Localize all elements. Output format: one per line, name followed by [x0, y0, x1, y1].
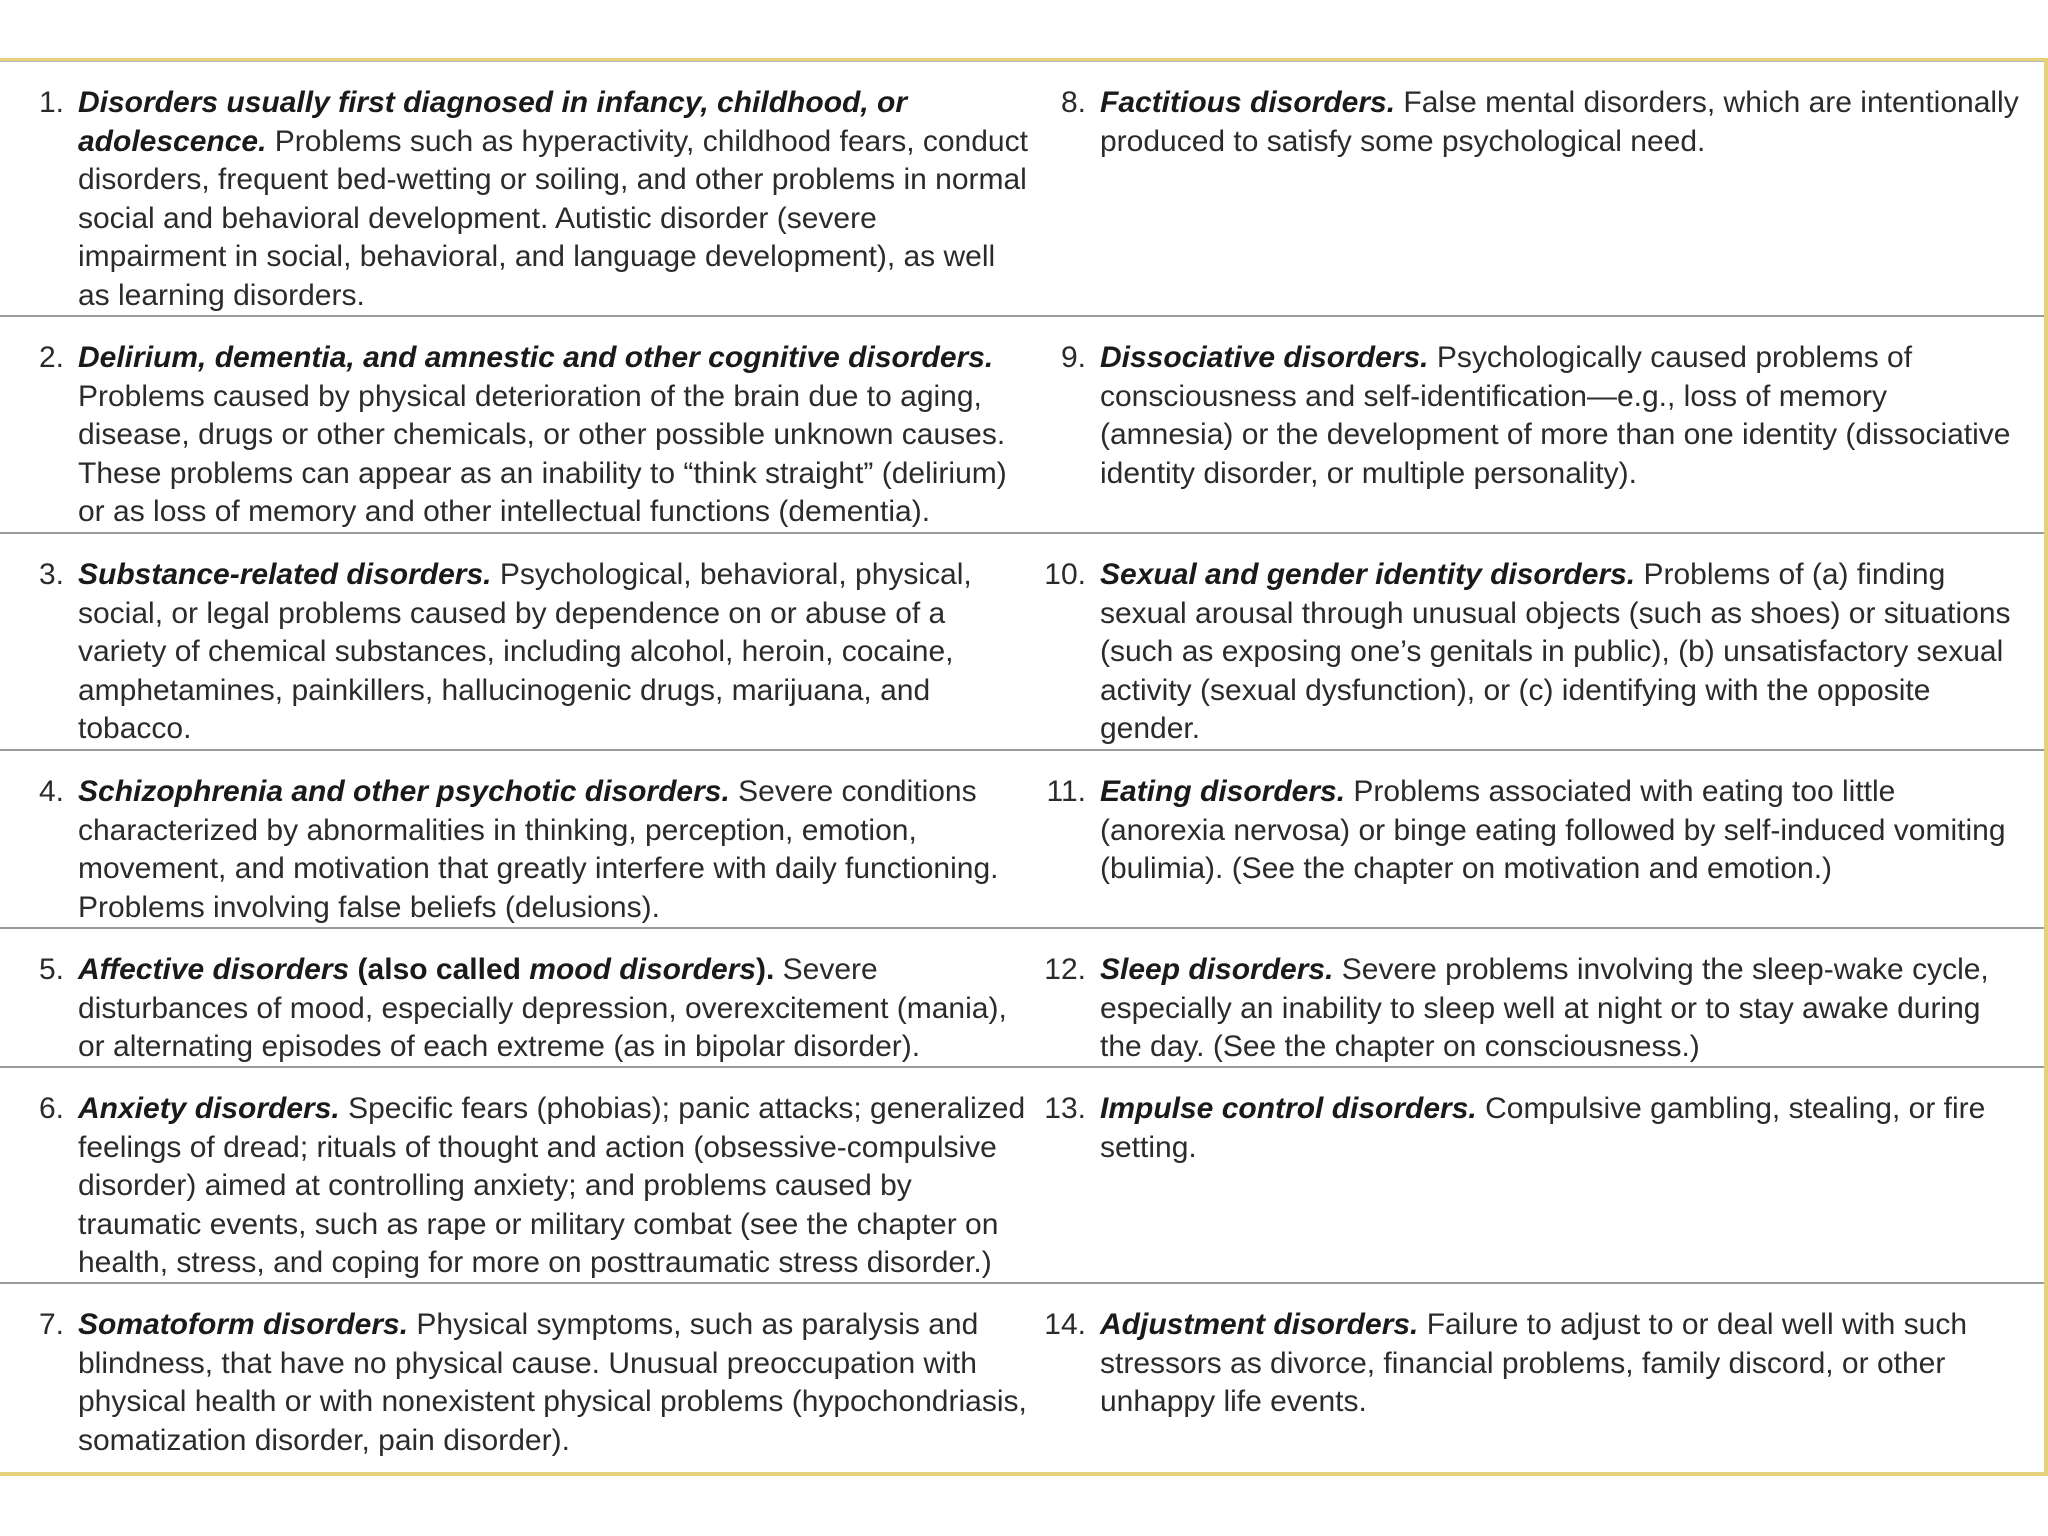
disorder-description: False mental disorders, which are intentionally produced to satisfy some psychological need. — [1100, 86, 2019, 158]
disorder-description: Problems caused by physical deterioration of the brain due to aging, disease, drugs or other chemicals, or other possible unknown causes. These problems can appear as an inability to “think straight” (delirium) or as loss of memory and other intellectual functions (dementia). — [78, 379, 1007, 528]
disorder-term: Dissociative disorders. — [1100, 341, 1429, 374]
disorder-description: Severe problems involving the sleep-wake cycle, especially an inability to sleep well at night or to stay awake during the day. (See the chapter on consciousness.) — [1100, 953, 1989, 1063]
disorder-description: Failure to adjust to or deal well with such stressors as divorce, financial problems, family discord, or other unhappy life events. — [1100, 1308, 1967, 1418]
item-number: 7. — [38, 1308, 64, 1341]
disorder-term: Affective disorders — [78, 953, 350, 986]
item-number: 5. — [38, 953, 64, 986]
table-row — [0, 62, 2044, 317]
item-number: 3. — [38, 558, 64, 591]
table-cell — [0, 929, 1052, 1066]
disorder-term: Eating disorders. — [1100, 775, 1346, 808]
item-number: 11. — [1046, 775, 1086, 808]
table-cell — [1044, 534, 2044, 749]
disorder-term: Schizophrenia and other psychotic disorders. — [78, 775, 730, 808]
table-cell — [1044, 929, 2044, 1066]
disorder-term: Somatoform disorders. — [78, 1308, 409, 1341]
table-cell — [0, 1284, 1052, 1472]
item-number: 9. — [1060, 341, 1086, 374]
disorder-description: Specific fears (phobias); panic attacks; generalized feelings of dread; rituals of thought and action (obsessive-compulsive disorder) aimed at controlling anxiety; and problems caused by traumatic events, such as rape or military combat (see the chapter on health, stress, and coping for more on posttraumatic stress disorder.) — [78, 1092, 1026, 1279]
table-row — [0, 1284, 2044, 1472]
disorder-term: Impulse control disorders. — [1100, 1092, 1477, 1125]
disorder-term: Sexual and gender identity disorders. — [1100, 558, 1636, 591]
table-row — [0, 929, 2044, 1068]
disorder-description: Compulsive gambling, stealing, or fire setting. — [1100, 1092, 1986, 1164]
item-number: 4. — [38, 775, 64, 808]
item-number: 13. — [1044, 1092, 1086, 1125]
disorders-table — [0, 58, 2048, 1476]
item-number: 14. — [1044, 1308, 1086, 1341]
disorder-term: Adjustment disorders. — [1100, 1308, 1419, 1341]
disorder-description: Psychologically caused problems of consciousness and self-identification—e.g., loss of memory (amnesia) or the development of more than one identity (dissociative identity disorder, or multiple personality). — [1100, 341, 2011, 490]
disorder-description: Problems of (a) finding sexual arousal through unusual objects (such as shoes) or situations (such as exposing one’s genitals in public), (b) unsatisfactory sexual activity (sexual dysfunction), or (c) identifying with the opposite gender. — [1100, 558, 2011, 745]
table-cell — [0, 1068, 1052, 1282]
item-number: 8. — [1060, 86, 1086, 119]
disorder-description: Psychological, behavioral, physical, social, or legal problems caused by dependence on or abuse of a variety of chemical substances, including alcohol, heroin, cocaine, amphetamines, painkillers, hallucinogenic drugs, marijuana, and tobacco. — [78, 558, 972, 745]
item-number: 2. — [38, 341, 64, 374]
term-connector: (also called — [349, 953, 530, 986]
disorder-term: Sleep disorders. — [1100, 953, 1334, 986]
disorder-description: Problems such as hyperactivity, childhood fears, conduct disorders, frequent bed-wetting or soiling, and other problems in normal social and behavioral development. Autistic disorder (severe impairment in social, behavioral, and language development), as well as learning disorders. — [78, 124, 1028, 312]
table-cell — [0, 534, 1052, 749]
disorder-description: Severe conditions characterized by abnormalities in thinking, perception, emotion, movement, and motivation that greatly interfere with daily functioning. Problems involving false beliefs (delusions). — [78, 775, 999, 924]
table-cell — [1046, 751, 2044, 927]
item-number: 12. — [1044, 953, 1086, 986]
table-row — [0, 317, 2044, 534]
disorder-description: Problems associated with eating too little (anorexia nervosa) or binge eating followed by self-induced vomiting (bulimia). (See the chapter on motivation and emotion.) — [1100, 775, 2006, 885]
disorder-term: Substance-related disorders. — [78, 558, 492, 591]
table-cell — [1044, 1284, 2044, 1472]
disorder-term: Disorders usually first diagnosed in infancy, childhood, or adolescence. — [78, 86, 908, 158]
term-connector: ). — [756, 953, 783, 986]
table-row — [0, 751, 2044, 929]
disorder-term: Factitious disorders. — [1100, 86, 1396, 119]
disorder-term: Delirium, dementia, and amnestic and other cognitive disorders. — [78, 341, 994, 374]
disorder-description: Severe disturbances of mood, especially depression, overexcitement (mania), or alternating episodes of each extreme (as in bipolar disorder). — [78, 953, 1007, 1063]
table-cell — [0, 751, 1052, 927]
table-cell — [0, 62, 1052, 315]
disorder-alt-term: mood disorders — [529, 953, 756, 986]
item-number: 6. — [38, 1092, 64, 1125]
table-cell — [0, 317, 1052, 532]
table-cell — [1052, 317, 2044, 532]
item-number: 10. — [1044, 558, 1086, 591]
disorder-term: Anxiety disorders. — [78, 1092, 340, 1125]
table-cell — [1052, 62, 2044, 315]
item-number: 1. — [38, 86, 64, 119]
disorder-description: Physical symptoms, such as paralysis and blindness, that have no physical cause. Unusual preoccupation with physical health or with nonexistent physical problems (hypochondriasis, somatization disorder, pain disorder). — [78, 1308, 1027, 1457]
table-cell — [1044, 1068, 2044, 1282]
table-row — [0, 534, 2044, 751]
table-row — [0, 1068, 2044, 1284]
